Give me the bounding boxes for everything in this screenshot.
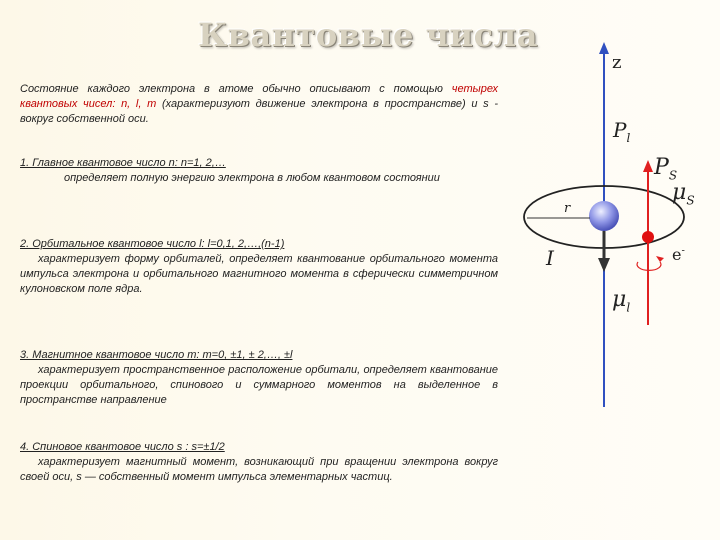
- i-label: I: [546, 246, 554, 270]
- intro-highlight: четырех квантовых чисел: n, l, m: [20, 83, 498, 110]
- item-heading: 1. Главное квантовое число n: n=1, 2,…: [20, 157, 226, 169]
- mu-l-arrowhead: [598, 258, 610, 272]
- mu-s-label: $\mu_S$: [672, 180, 695, 208]
- electron: [642, 231, 654, 243]
- spin-rotation-arrowhead: [656, 256, 664, 262]
- item-body: характеризует форму орбиталей, определяет квантование орбитального момента импульса электрона и орбитального магнитного момента в сферически симметричном кулоновском поле ядра.: [20, 253, 498, 295]
- item-body: характеризует пространственное расположение орбитали, определяет квантование проекции орбитального, спинового и суммарного моментов на выделенное в пространстве направление: [20, 364, 498, 406]
- r-label: r: [564, 201, 571, 216]
- intro-text-start: Состояние каждого электрона в атоме обычно описывают с помощью: [20, 83, 452, 95]
- z-label: z: [612, 52, 622, 73]
- item-heading: 2. Орбитальное квантовое число l: l=0,1, 2,…,(n-1): [20, 238, 285, 250]
- intro-text-end: (характеризуют движение электрона в пространстве) и s - вокруг собственной оси.: [20, 98, 498, 125]
- item-heading: 4. Спиновое квантовое число s : s=±1/2: [20, 441, 225, 453]
- page-title: Квантовые числа: [198, 16, 538, 54]
- pl-label: $P_l$: [613, 118, 631, 145]
- spin-axis-arrowhead: [643, 160, 653, 172]
- item-body: определяет полную энергию электрона в любом квантовом состоянии: [64, 172, 440, 184]
- mu-l-label: $\mu_l$: [612, 287, 631, 315]
- ps-label: $P_S$: [654, 155, 678, 183]
- electron-label: e-: [672, 245, 685, 264]
- nucleus: [589, 201, 619, 231]
- z-axis-arrowhead: [599, 42, 609, 54]
- item-heading: 3. Магнитное квантовое число m: m=0, ±1, ± 2,…, ±l: [20, 349, 293, 361]
- item-body: характеризует магнитный момент, возникающий при вращении электрона вокруг своей оси, s — собственный момент импульса элементарных частиц.: [20, 456, 498, 483]
